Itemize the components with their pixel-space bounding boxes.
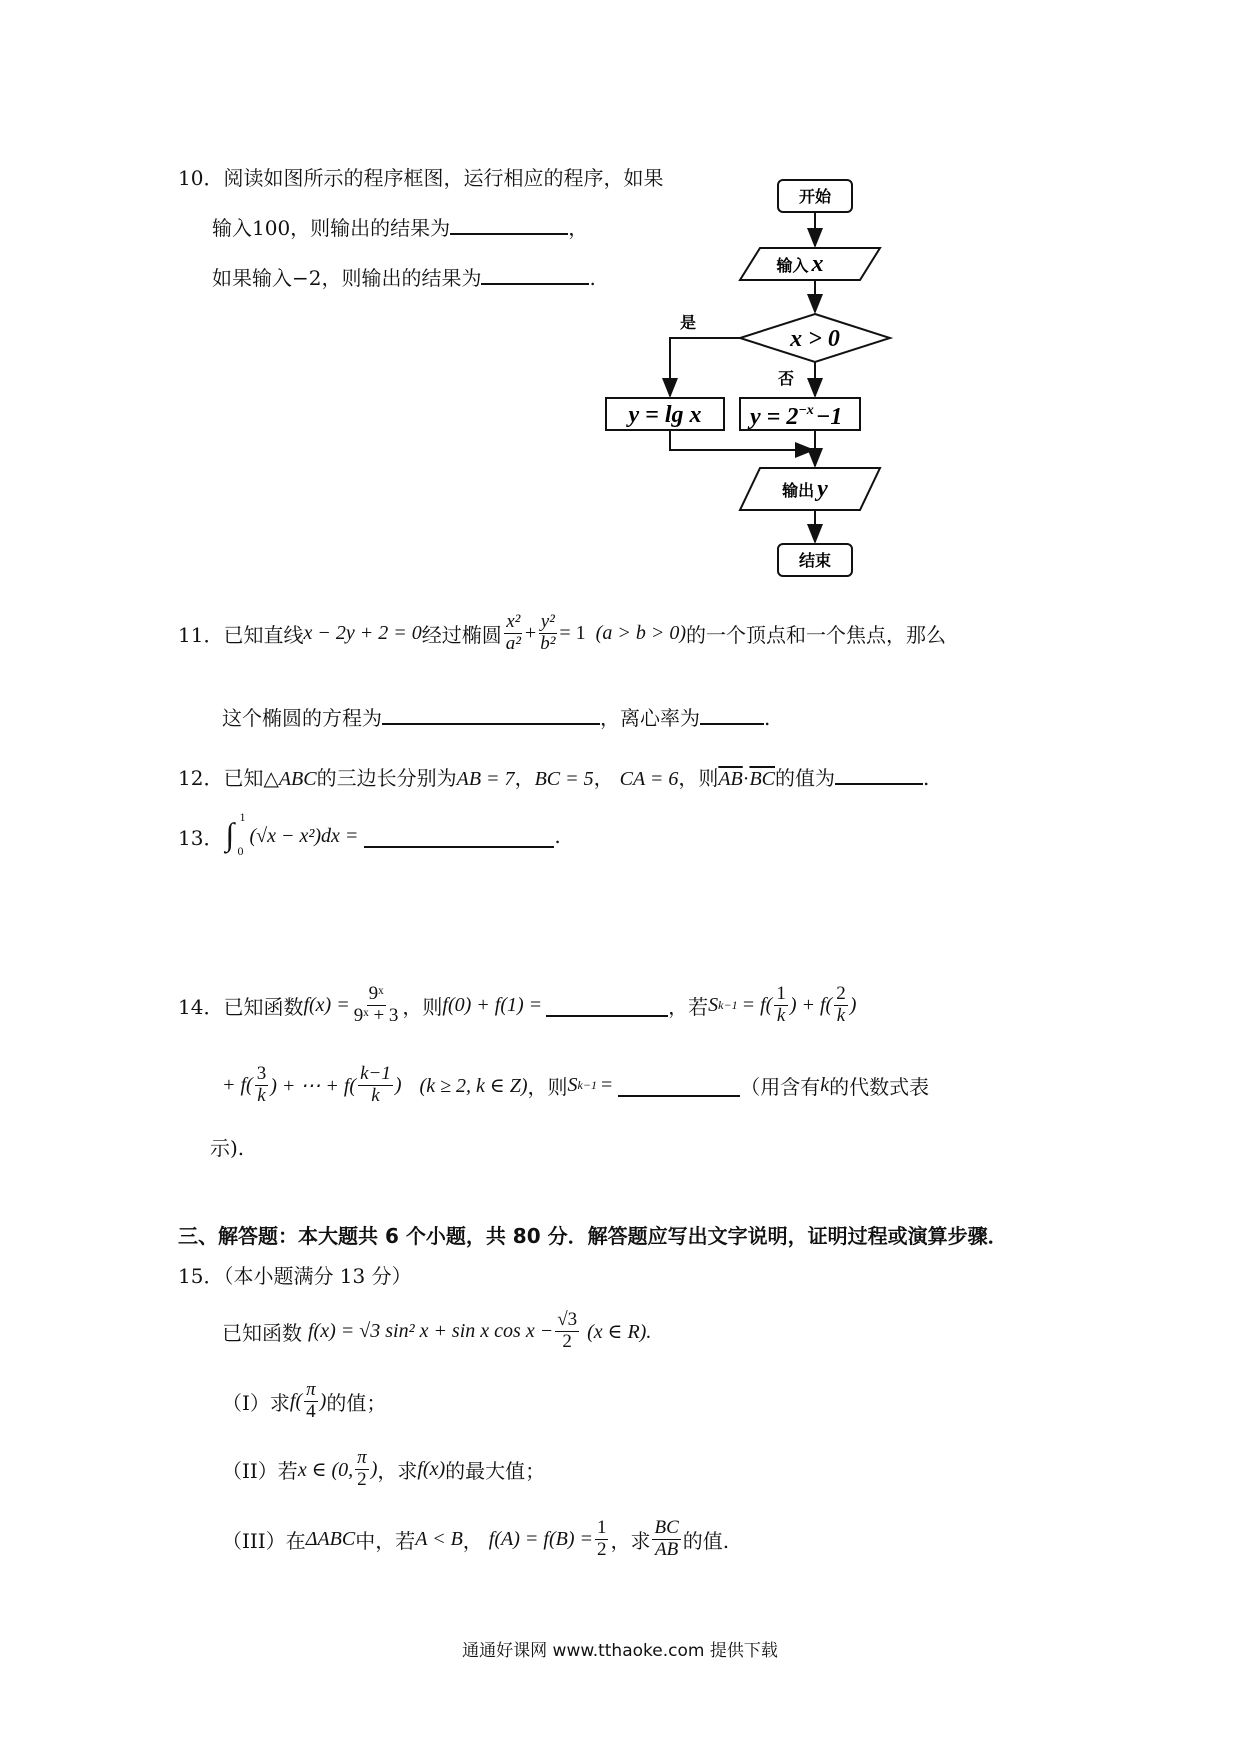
q12-sep1: ， (514, 766, 535, 790)
q14-note-k: k (820, 1073, 830, 1096)
q13-prefix: 13． (178, 825, 224, 850)
q14-prefix: 14．已知函数 (178, 994, 304, 1019)
q15-p1-label: （I）求 (222, 1390, 290, 1415)
q15-p1-frac-num: π (306, 1379, 316, 1400)
q14-f2-den: k (836, 1004, 846, 1026)
q14-frac-3k (255, 1064, 269, 1107)
q12-mid2: ，则 (678, 766, 719, 790)
flow-no-box-text (747, 403, 842, 430)
q10-line2 (212, 212, 588, 241)
q15-p3-ask: ，求 (610, 1528, 651, 1553)
q10-line1-text: 10．阅读如图所示的程序框图，运行相应的程序，如果 (178, 166, 664, 190)
q15-p3-ratio (652, 1518, 680, 1561)
q11-frac-y-den: b² (540, 632, 556, 654)
flow-no-box-tail: −1 (815, 404, 843, 430)
q14-note-end: 的代数式表 (829, 1074, 930, 1099)
q14-line3 (210, 1132, 244, 1161)
q11-line1 (178, 612, 946, 655)
q14-s2-eq: = (600, 1073, 613, 1096)
q12-triangle-abc: ABC (278, 768, 317, 790)
q15-p2-close: ) (370, 1457, 378, 1480)
q12-bc: BC = 5 (534, 768, 594, 790)
q15-p1-frac (304, 1380, 318, 1423)
q13-lower-limit: 0 (237, 844, 244, 858)
q10-line2-text: 输入100，则输出的结果为 (212, 216, 451, 240)
q14-line2 (222, 1064, 929, 1107)
flow-no-label: 否 (777, 369, 795, 388)
q15-p3-label: （III）在 (222, 1528, 306, 1553)
q11-suffix: 的一个顶点和一个焦点，那么 (685, 622, 946, 647)
q15-p1-frac-den: 4 (306, 1400, 316, 1422)
q14-answer-blank-1[interactable] (546, 994, 668, 1017)
q15-p2-label: （II）若 (222, 1458, 298, 1483)
q12-ab: AB = 7 (456, 768, 515, 790)
q10-line2-end: ， (568, 216, 589, 240)
q14-f3-den: k (257, 1084, 266, 1106)
q14-frac-den: 9ˣ + 3 (353, 1004, 399, 1026)
q11-plus: + (524, 621, 537, 644)
q12-vector-bc: $\overline{BC}$ (749, 768, 775, 790)
q15-p3-cond: A < B (415, 1527, 463, 1550)
q15-p3-mid: 中，若 (355, 1528, 416, 1553)
q14-s-eq: = f( (741, 993, 773, 1016)
flowchart (600, 170, 900, 600)
q14-f2-num: 2 (836, 983, 846, 1004)
q15-part1 (222, 1380, 386, 1423)
flow-start-label: 开始 (798, 187, 832, 206)
q11-prefix: 11．已知直线 (178, 622, 304, 647)
q15-p3-ratio-num: BC (654, 1517, 679, 1538)
q11-frac-x-num: x² (506, 611, 521, 632)
page-footer (0, 1636, 1240, 1661)
q15-p1-f: f( (289, 1389, 303, 1412)
q15-p1-close: ) (319, 1389, 327, 1412)
q14-s2-sub: k−1 (577, 1077, 597, 1092)
q14-s-close: ) (849, 993, 857, 1016)
q12-mid1: 的三边长分别为 (316, 766, 457, 790)
q14-s2: S (567, 1073, 578, 1096)
q14-frac-k1k (358, 1064, 393, 1107)
q14-f1-den: k (776, 1004, 786, 1026)
q13-integrand: (√x − x²)dx = (249, 824, 359, 847)
q11-frac-y-num: y² (540, 611, 555, 632)
q12-suffix: 的值为 (775, 766, 835, 790)
q14-frac-def (352, 984, 401, 1027)
flow-yes-box-label: y = lg x (628, 402, 702, 428)
flow-input-label: 输入 (776, 256, 809, 275)
q14-f1-num: 1 (776, 983, 786, 1004)
flow-decision-label: x > 0 (790, 326, 840, 352)
q10-line1 (178, 162, 663, 191)
q13-integral (223, 810, 249, 858)
q15-given-frac-den: 2 (562, 1330, 572, 1352)
q14-line2-mid: ) + ⋯ + f( (270, 1074, 357, 1097)
q14-fx: f(x) = (303, 993, 350, 1016)
q15-p2-frac (355, 1448, 369, 1491)
q15-header-text: 15．（本小题满分 13 分） (178, 1264, 412, 1288)
q10-answer-blank-2[interactable] (481, 262, 589, 285)
q13-upper-limit: 1 (239, 810, 246, 824)
q15-given-frac-num: √3 (557, 1309, 578, 1330)
q15-p3-triangle: ΔABC (305, 1527, 356, 1550)
q14-f4-num: k−1 (360, 1063, 391, 1084)
q15-given (222, 1310, 651, 1353)
q15-given-fx: f(x) = √3 sin² x + sin x cos x − (308, 1319, 554, 1342)
q15-p3-eq: f(A) = f(B) = (488, 1527, 593, 1550)
q15-p3-frac (595, 1518, 609, 1561)
q12-answer-blank[interactable] (835, 762, 923, 785)
q14-frac-2k (834, 984, 848, 1027)
q15-p3-end: 的值. (682, 1528, 730, 1553)
q14-frac-1k (774, 984, 788, 1027)
q14-condition: (k ≥ 2, k ∈ Z) (419, 1074, 528, 1097)
q15-p3-frac-num: 1 (596, 1517, 607, 1538)
section-3-heading (178, 1220, 1008, 1249)
q15-header (178, 1260, 412, 1289)
section-3-text: 三、解答题：本大题共 6 个小题，共 80 分．解答题应写出文字说明，证明过程或演算步骤． (178, 1224, 1008, 1248)
q13-end: . (554, 824, 561, 848)
q10-line3-end: . (589, 266, 596, 290)
q10-line3-text: 如果输入−2，则输出的结果为 (212, 266, 482, 290)
flow-no-box-base: y = 2 (750, 404, 799, 430)
q11-line2-mid: ，离心率为 (600, 706, 700, 730)
q11-line2 (222, 702, 770, 731)
q15-p2-f: f(x) (417, 1457, 446, 1480)
q15-p2-cond: x ∈ (0, (297, 1458, 354, 1481)
q15-part2 (222, 1448, 545, 1491)
q14-note: （用含有 (740, 1074, 821, 1099)
q14-f4-den: k (371, 1084, 380, 1106)
q15-p3-frac-den: 2 (596, 1538, 607, 1560)
q14-frac-num: 9ˣ (368, 983, 384, 1004)
flow-arrow-yes (670, 338, 740, 396)
q15-given-cond: (x ∈ R). (587, 1320, 652, 1343)
q12-dot: · (742, 768, 750, 790)
q13-line (178, 810, 561, 858)
q14-line2-start: + f( (222, 1073, 253, 1096)
q11-condition: (a > b > 0) (595, 621, 686, 644)
q11-line2-end: . (764, 706, 771, 730)
q15-p2-frac-den: 2 (357, 1468, 367, 1490)
flow-no-box-exp: −x (798, 403, 814, 418)
q11-line2-text: 这个椭圆的方程为 (222, 706, 382, 730)
q11-frac-x (504, 612, 523, 655)
q15-p2-end: 的最大值； (445, 1458, 546, 1483)
q14-line1 (178, 984, 856, 1027)
q12-ca: CA = 6 (619, 768, 679, 790)
q14-then: ，则 (527, 1074, 568, 1099)
flow-output-label: 输出 (782, 481, 815, 500)
q12-sep2: ， (593, 766, 614, 790)
footer-text: 通通好课网 www.tthaoke.com 提供下载 (462, 1641, 778, 1661)
q14-sum-f0-f1: f(0) + f(1) = (442, 993, 543, 1016)
q11-line-equation: x − 2y + 2 = 0 (303, 621, 422, 644)
q11-frac-x-den: a² (505, 632, 521, 654)
q15-part3 (222, 1518, 729, 1561)
q14-answer-blank-2[interactable] (618, 1074, 740, 1097)
q11-answer-blank-1[interactable] (382, 702, 600, 725)
q14-f3-num: 3 (256, 1063, 267, 1084)
q13-answer-blank[interactable] (364, 825, 554, 848)
q15-p2-frac-num: π (357, 1447, 367, 1468)
q12-end: . (923, 766, 930, 790)
q10-line3 (212, 262, 596, 291)
q11-eq-one: = 1 (559, 621, 586, 644)
q10-answer-blank-1[interactable] (450, 212, 568, 235)
q15-p1-end: 的值； (326, 1390, 387, 1415)
flow-yes-label: 是 (679, 313, 697, 332)
q14-line2-close: ) (394, 1073, 402, 1096)
q14-mid1: ，则 (402, 994, 443, 1019)
q14-s: S (708, 993, 719, 1016)
flow-output-var: y (817, 476, 828, 502)
q15-p3-ratio-den: AB (655, 1538, 679, 1560)
q14-s-mid: ) + f( (789, 993, 833, 1016)
flow-end-label: 结束 (798, 551, 832, 570)
q12-vector-ab: $\overline{AB}$ (718, 768, 743, 790)
q14-line3-text: 示). (210, 1136, 245, 1160)
q13-integral-sign: ∫ (225, 816, 235, 852)
q11-mid: 经过椭圆 (421, 622, 502, 647)
q14-s-sub: k−1 (718, 997, 738, 1012)
flow-arrow-merge (670, 430, 813, 450)
q15-p2-mid: ，求 (377, 1458, 418, 1483)
q12-prefix: 12．已知△ (178, 766, 279, 790)
q14-mid2: ，若 (668, 994, 709, 1019)
q15-given-prefix: 已知函数 (222, 1320, 302, 1345)
q11-frac-y (538, 612, 557, 655)
q15-p3-sep: ， (462, 1528, 483, 1553)
flow-input-box (740, 248, 880, 280)
flow-input-var: x (811, 251, 824, 277)
q15-given-frac (555, 1310, 579, 1353)
q11-answer-blank-2[interactable] (700, 702, 764, 725)
q12-line (178, 762, 929, 791)
